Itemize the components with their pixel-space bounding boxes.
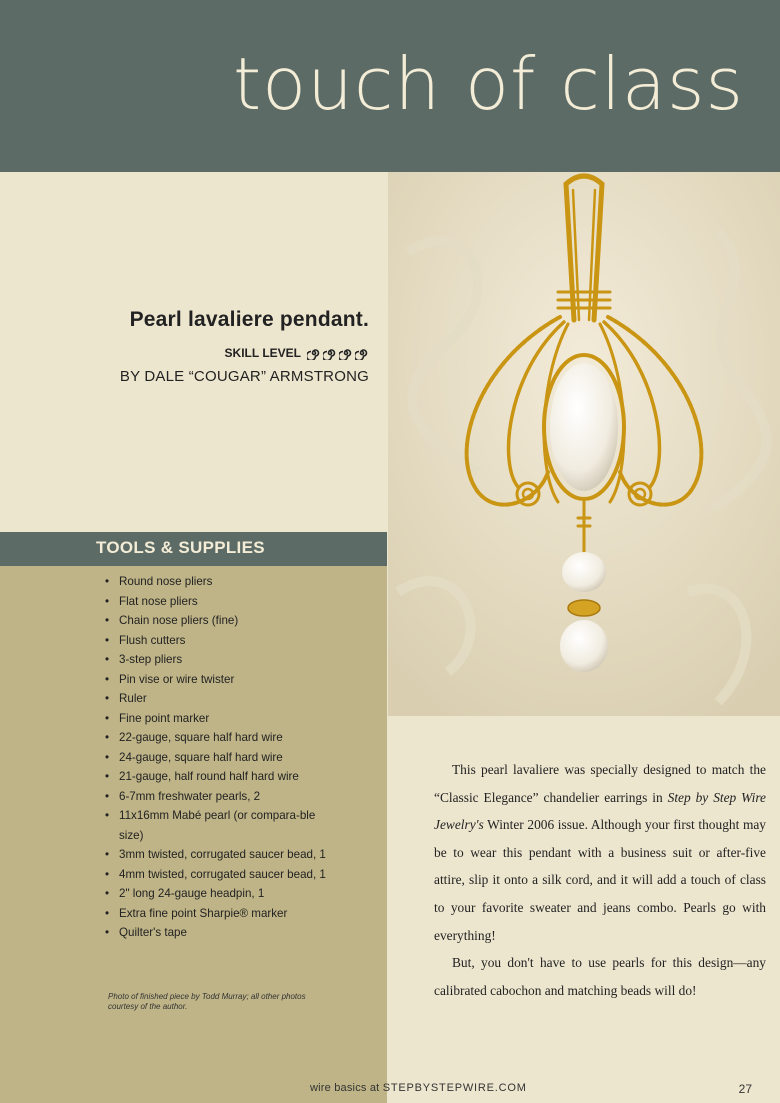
body-text-span: This pearl lavaliere was specially designed to match the “Classic Elegance” chandelier earrings in [434, 762, 766, 805]
tools-heading-bar [0, 532, 387, 566]
pendant-photo [388, 172, 780, 716]
body-panel [388, 716, 780, 1103]
spiral-icon [307, 346, 321, 360]
article-body [434, 756, 766, 1004]
tools-list-item: • 3-step pliers [103, 650, 333, 670]
tools-list-item: • Quilter's tape [103, 923, 333, 943]
tools-list-item: • Flush cutters [103, 631, 333, 651]
byline: BY DALE “COUGAR” ARMSTRONG [119, 368, 369, 385]
body-text-span: Winter 2006 issue. Although your first thought may be to wear this pendant with a business suit or after-five attire, slip it onto a silk cord, and it will add a touch of class to your favorite sweater and jeans combo. Pearls go with everything! [434, 817, 766, 943]
tools-list-item: • Fine point marker [103, 709, 333, 729]
tools-list-item: • 6-7mm freshwater pearls, 2 [103, 787, 333, 807]
tools-list-item: • 21-gauge, half round half hard wire [103, 767, 333, 787]
tools-list-item: • Pin vise or wire twister [103, 670, 333, 690]
footer-site-link[interactable]: STEPBYSTEPWIRE.COM [382, 1082, 527, 1094]
spiral-icon [355, 346, 369, 360]
skill-level-rating [307, 346, 369, 360]
tools-heading: TOOLS & SUPPLIES [96, 538, 265, 557]
tools-list-item: • 3mm twisted, corrugated saucer bead, 1 [103, 845, 333, 865]
tools-list-item: • 24-gauge, square half hard wire [103, 748, 333, 768]
magazine-title: Step by Step Wire Jewelry's [434, 789, 766, 833]
spiral-icon [323, 346, 337, 360]
skill-level-label: SKILL LEVEL [224, 346, 301, 360]
tools-list-item: • 11x16mm Mabé pearl (or compara-ble size) [103, 806, 333, 845]
footer-prefix: wire basics at [310, 1082, 383, 1094]
tools-list-item: • 4mm twisted, corrugated saucer bead, 1 [103, 865, 333, 885]
intro-block [120, 308, 369, 385]
photo-caption: Photo of finished piece by Todd Murray; all other photos courtesy of the author. [108, 992, 306, 1011]
body-paragraph-2: But, you don't have to use pearls for this design—any calibrated cabochon and matching beads will do! [434, 955, 766, 998]
page-number: 27 [738, 1082, 752, 1096]
tools-list-item: • Ruler [103, 689, 333, 709]
intro-panel [0, 172, 387, 532]
tools-list-item: • 22-gauge, square half hard wire [103, 728, 333, 748]
spiral-icon [339, 346, 353, 360]
body-paragraph-1 [434, 756, 766, 949]
tools-list-item: • Chain nose pliers (fine) [103, 611, 333, 631]
tools-list [103, 572, 333, 943]
footer-credit [310, 1082, 527, 1094]
article-subtitle: Pearl lavaliere pendant. [129, 308, 369, 331]
tools-list-item: • 2" long 24-gauge headpin, 1 [103, 884, 333, 904]
tools-panel [0, 566, 387, 1103]
skill-level-row [120, 346, 369, 360]
tools-list-item: • Flat nose pliers [103, 592, 333, 612]
header-bar [0, 0, 780, 172]
tools-list-item: • Round nose pliers [103, 572, 333, 592]
page-title: touch of class [232, 42, 744, 126]
tools-list-item: • Extra fine point Sharpie® marker [103, 904, 333, 924]
